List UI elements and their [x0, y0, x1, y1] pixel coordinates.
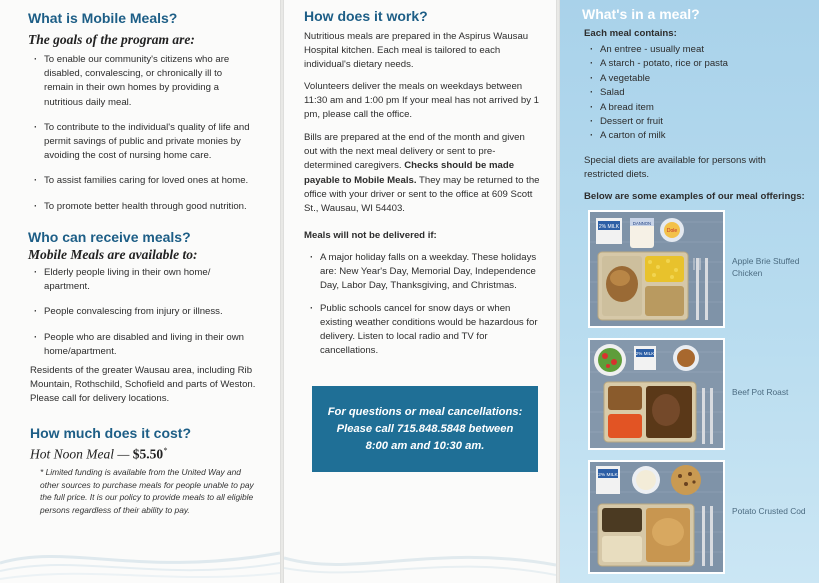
- meal-photo-roast: [588, 338, 725, 450]
- meal-caption-roast: Beef Pot Roast: [732, 387, 789, 397]
- list-item: · People convalescing from injury or illness.: [32, 305, 254, 319]
- heading-not-delivered: Meals will not be delivered if:: [304, 230, 437, 241]
- list-item: · Dessert or fruit: [588, 115, 788, 129]
- fruit-cup-label: Dole: [666, 228, 678, 234]
- billing-text-bold: Checks should be made payable to Mobile Meals.: [304, 160, 515, 186]
- milk-carton-label: 2% MILK: [635, 351, 655, 356]
- subheading-available-to: Mobile Meals are available to:: [28, 247, 198, 262]
- list-item: · A bread item: [588, 101, 788, 115]
- special-diets-paragraph: Special diets are available for persons with restricted diets.: [584, 155, 766, 181]
- heading-how-does-it-work: How does it work?: [304, 8, 428, 24]
- heading-who-can-receive: Who can receive meals?: [28, 229, 191, 245]
- paragraph-preparation: Nutritious meals are prepared in the Aspirus Wausau Hospital kitchen. Each meal is tailored to each individual's dietary needs.: [304, 31, 529, 71]
- wave-decoration: [0, 523, 280, 583]
- heading-meal-contains: Each meal contains:: [584, 28, 677, 39]
- billing-text-end: They may be returned to the office with your driver or sent to the office at 609 Scott St., Wausau, WI 54403.: [304, 174, 540, 215]
- eligibility-list: [32, 266, 254, 370]
- list-item: · Salad: [588, 86, 788, 100]
- meal-photo-cod: [588, 460, 725, 574]
- list-item: · People who are disabled and living in their own home/apartment.: [32, 331, 254, 359]
- heading-what-is-mobile-meals: What is Mobile Meals?: [28, 10, 178, 26]
- list-item: · To assist families caring for loved ones at home.: [32, 174, 254, 188]
- subheading-goals: The goals of the program are:: [28, 32, 195, 47]
- not-delivered-list: [308, 251, 538, 366]
- callout-line-1: For questions or meal cancellations:: [327, 406, 523, 418]
- list-item: · A vegetable: [588, 72, 788, 86]
- price-line: [30, 446, 167, 463]
- panel-how-it-works: [284, 0, 556, 583]
- paragraph-delivery: Volunteers deliver the meals on weekdays between 11:30 am and 1:00 pm If your meal has not arrived by 1 pm, please call the office.: [304, 81, 539, 121]
- list-item: · To contribute to the individual's quality of life and permit savings of public and private monies by avoiding the cost of nursing home care.: [32, 121, 254, 164]
- list-item: · An entree - usually meat: [588, 43, 788, 57]
- milk-carton-label: 2% MILK: [598, 224, 620, 230]
- meal-photo-chicken: [588, 210, 725, 328]
- list-item: · Public schools cancel for snow days or when existing weather conditions would be hazardous for delivery. Listen to local radio and TV for cancellations.: [308, 302, 538, 359]
- panel-program-info: [0, 0, 280, 583]
- price-asterisk: *: [163, 446, 168, 455]
- meal-contents-list: [588, 43, 788, 144]
- list-item: · A major holiday falls on a weekday. These holidays are: New Year's Day, Memorial Day, Independence Day, Labor Day, Thanksgiving, and Christmas.: [308, 251, 538, 294]
- goals-list: [32, 53, 254, 225]
- price-value: $5.50: [132, 446, 164, 462]
- list-item: · A carton of milk: [588, 129, 788, 143]
- contact-callout: [312, 386, 538, 472]
- yogurt-cup-label: DANNON: [632, 221, 652, 226]
- callout-line-3: 8:00 am and 10:30 am.: [365, 440, 485, 452]
- funding-note: * Limited funding is available from the United Way and other sources to purchase meals for people unable to pay the full price. It is our policy to provide meals to all eligible persons regardless of their ability to pay.: [40, 467, 254, 515]
- paragraph-billing: [304, 131, 540, 216]
- list-item: · To promote better health through good nutrition.: [32, 200, 254, 214]
- residents-paragraph: Residents of the greater Wausau area, including Rib Mountain, Rothschild, Schofield and parts of Weston. Please call for delivery locations.: [30, 365, 256, 405]
- price-label: Hot Noon Meal —: [30, 446, 133, 462]
- callout-line-2: Please call 715.848.5848 between: [336, 423, 514, 435]
- heading-whats-in-a-meal: What's in a meal?: [582, 6, 700, 22]
- billing-text-start: Bills are prepared at the end of the month and given out with the next meal delivery or sent to pre-determined caregivers.: [304, 132, 525, 172]
- list-item: · A starch - potato, rice or pasta: [588, 57, 788, 71]
- heading-meal-examples: Below are some examples of our meal offerings:: [584, 191, 805, 202]
- milk-carton-label: 2% MILK: [598, 473, 618, 478]
- wave-decoration: [284, 523, 556, 583]
- list-item: · Elderly people living in their own home/ apartment.: [32, 266, 254, 294]
- list-item: · To enable our community's citizens who are disabled, convalescing, or chronically ill to remain in their own homes by providing a nutritious daily meal.: [32, 53, 254, 110]
- meal-caption-chicken: Apple Brie Stuffed Chicken: [732, 256, 800, 278]
- meal-caption-cod: Potato Crusted Cod: [732, 506, 806, 516]
- panel-whats-in-a-meal: [560, 0, 819, 583]
- heading-cost: How much does it cost?: [30, 425, 192, 441]
